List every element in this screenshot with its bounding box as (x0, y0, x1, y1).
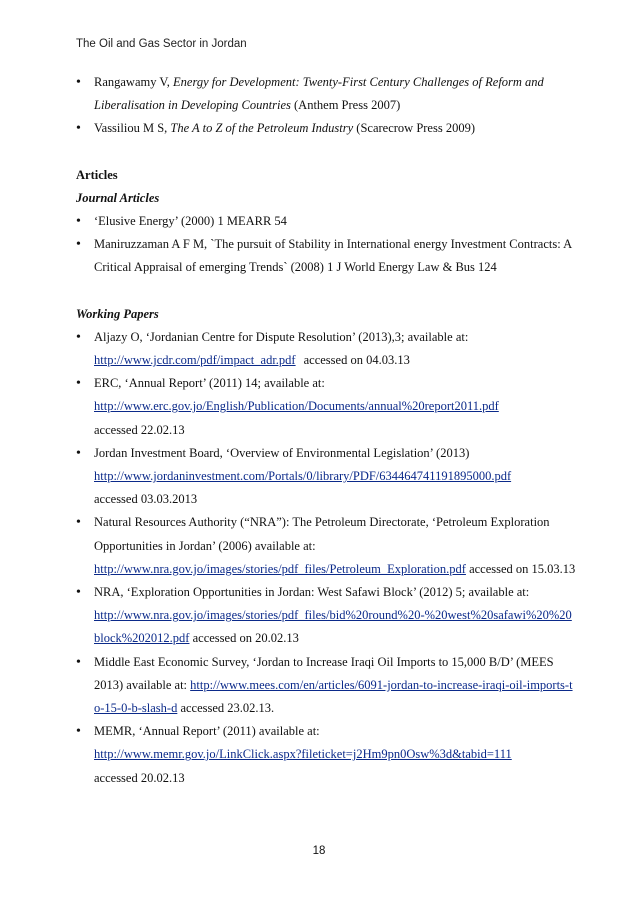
reference-link[interactable]: http://www.jcdr.com/pdf/impact_adr.pdf (94, 353, 296, 368)
reference-link[interactable]: http://www.nra.gov.jo/images/stories/pdf_files/bid%20round%20-%20west%20safawi%20%20block%202012.pdf (94, 608, 572, 646)
list-item: • NRA, ‘Exploration Opportunities in Jordan: West Safawi Block’ (2012) 5; available at: http://www.nra.gov.jo/images/stories/pdf_files/bid%20round%20-%20west%20safawi%20%20block%202012.pdf accessed on 20.02.13 (76, 581, 576, 651)
section-heading-working-papers: Working Papers (76, 306, 159, 321)
list-item: • Natural Resources Authority (“NRA”): The Petroleum Directorate, ‘Petroleum Exploration Opportunities in Jordan’ (2006) available at: http://www.nra.gov.jo/images/stories/pdf_files/Petroleum_Exploration.pdf accessed on 15.03.13 (76, 511, 576, 581)
book-title: Energy for Development: Twenty-First Century Challenges of Reform and Liberalisation in Developing Countries (94, 75, 544, 113)
reference-link[interactable]: http://www.mees.com/en/articles/6091-jordan-to-increase-iraqi-oil-imports-to-15-0-b-slash-d (94, 677, 573, 716)
journal-articles-list (76, 210, 576, 280)
bibliography-content (76, 71, 576, 790)
books-list (76, 71, 576, 141)
reference-link[interactable]: http://www.memr.gov.jo/LinkClick.aspx?fileticket=j2Hm9pn0Osw%3d&tabid=111 (94, 747, 512, 762)
reference-link[interactable]: http://www.nra.gov.jo/images/stories/pdf_files/Petroleum_Exploration.pdf (94, 561, 466, 576)
list-item: • Vassiliou M S, The A to Z of the Petroleum Industry (Scarecrow Press 2009) (76, 117, 576, 140)
working-papers-list (76, 326, 576, 790)
reference-link[interactable]: http://www.jordaninvestment.com/Portals/0/library/PDF/634464741191895000.pdf (94, 469, 512, 484)
running-header: The Oil and Gas Sector in Jordan (76, 38, 247, 50)
list-item: • Middle East Economic Survey, ‘Jordan to Increase Iraqi Oil Imports to 15,000 B/D’ (MEES 2013) available at: http://www.mees.com/en/articles/6091-jordan-to-increase-iraqi-oil-imports-to-15-0-b-slash-d accessed 23.02.13. (76, 651, 576, 721)
subheading-journal-articles: Journal Articles (76, 190, 160, 205)
list-item: • Jordan Investment Board, ‘Overview of Environmental Legislation’ (2013) http://www.jordaninvestment.com/Portals/0/library/PDF/634464741191895000.pdf accessed 03.03.2013 (76, 442, 576, 512)
list-item: • Maniruzzaman A F M, `The pursuit of Stability in International energy Investment Contracts: A Critical Appraisal of emerging Trends` (2008) 1 J World Energy Law & Bus 124 (76, 233, 576, 279)
reference-link[interactable]: http://www.erc.gov.jo/English/Publication/Documents/annual%20report2011.pdf (94, 399, 499, 414)
list-item: • ERC, ‘Annual Report’ (2011) 14; available at: http://www.erc.gov.jo/English/Publication/Documents/annual%20report2011.pdf accessed 22.02.13 (76, 372, 576, 442)
list-item: • Aljazy O, ‘Jordanian Centre for Dispute Resolution’ (2013),3; available at: http://www.jcdr.com/pdf/impact_adr.pdf accessed on 04.03.13 (76, 326, 576, 372)
list-item: • ‘Elusive Energy’ (2000) 1 MEARR 54 (76, 210, 576, 233)
page-number: 18 (312, 845, 326, 857)
section-heading-articles: Articles (76, 167, 118, 182)
list-item: • MEMR, ‘Annual Report’ (2011) available at: http://www.memr.gov.jo/LinkClick.aspx?fileticket=j2Hm9pn0Osw%3d&tabid=111 accessed 20.02.13 (76, 720, 576, 790)
book-title: The A to Z of the Petroleum Industry (170, 121, 354, 136)
list-item: • Rangawamy V, Energy for Development: Twenty-First Century Challenges of Reform and Liberalisation in Developing Countries (Anthem Press 2007) (76, 71, 576, 117)
